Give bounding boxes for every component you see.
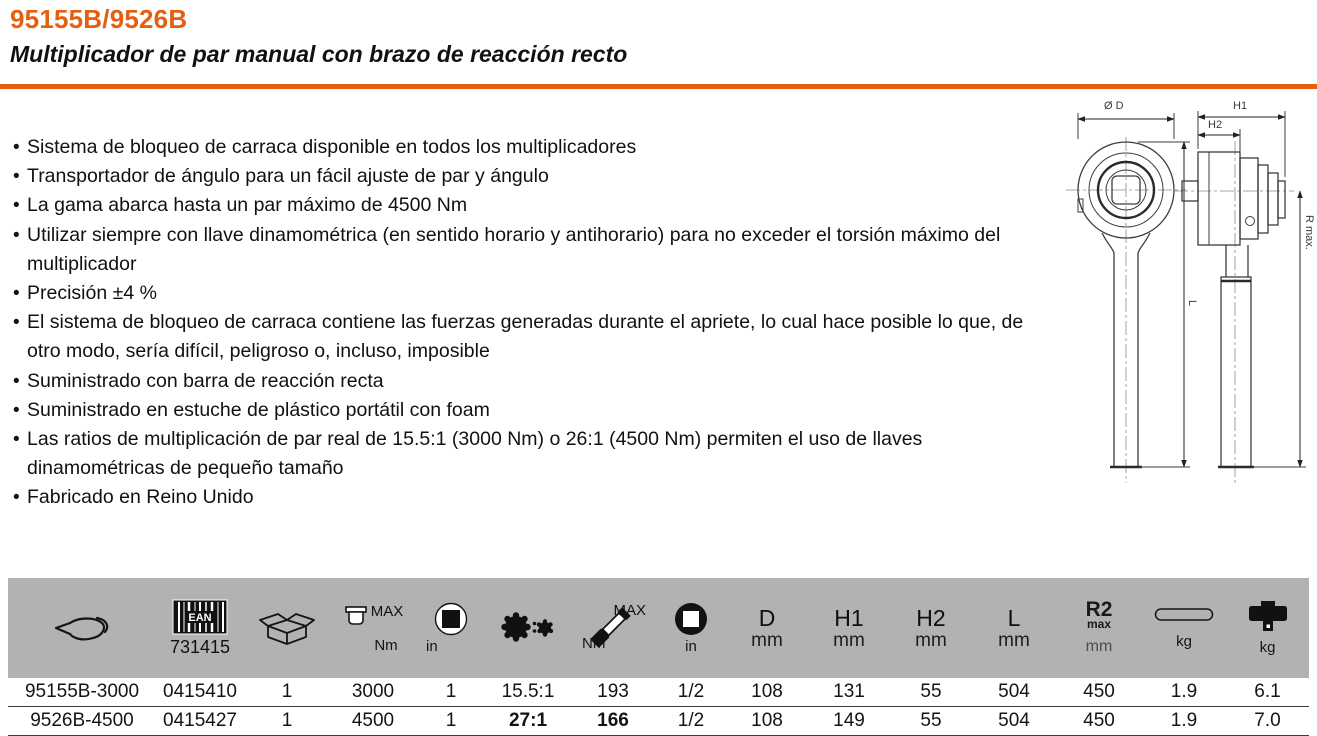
cell-max-output-torque: 3000 bbox=[351, 681, 395, 702]
cell-output-drive: 1 bbox=[445, 681, 457, 702]
cell-h2: 55 bbox=[920, 681, 942, 702]
mm-unit-label: mm bbox=[1085, 637, 1113, 655]
mm-unit-label: mm bbox=[998, 629, 1030, 651]
col-output-drive bbox=[416, 578, 486, 678]
ean-label: EAN bbox=[188, 611, 212, 624]
col-ratio bbox=[486, 578, 570, 678]
cell-bar-weight: 1.9 bbox=[1170, 710, 1198, 731]
col-max-output-torque bbox=[330, 578, 416, 678]
box-icon bbox=[258, 606, 316, 650]
cell-input-drive: 1/2 bbox=[677, 681, 705, 702]
in-unit-label: in bbox=[685, 637, 697, 655]
page-subtitle: Multiplicador de par manual con brazo de reacción recto bbox=[10, 41, 628, 67]
feature-item: • Suministrado en estuche de plástico portátil con foam bbox=[10, 396, 1025, 425]
cell-h2: 55 bbox=[920, 710, 942, 731]
cell-r2-max: 450 bbox=[1083, 681, 1115, 702]
col-l bbox=[972, 578, 1056, 678]
mm-unit-label: mm bbox=[751, 629, 783, 651]
cell-package-qty: 1 bbox=[281, 681, 293, 702]
feature-item: • El sistema de bloqueo de carraca contiene las fuerzas generadas durante el apriete, lo cual hace posible lo que, de otro modo, sería difícil, peligroso o, incluso, imposible bbox=[10, 308, 1025, 366]
spec-table bbox=[8, 578, 1309, 736]
nm-unit-label: Nm bbox=[374, 636, 398, 654]
nm-unit-label: Nm bbox=[582, 635, 606, 652]
mm-unit-label: mm bbox=[915, 629, 947, 651]
cell-max-output-torque: 4500 bbox=[351, 710, 395, 731]
feature-item: • Fabricado en Reino Unido bbox=[10, 483, 1025, 512]
spec-table-header bbox=[8, 578, 1309, 678]
cell-ratio: 27:1 bbox=[508, 710, 548, 731]
bahco-fish-icon bbox=[49, 611, 115, 645]
ratchet-head-icon bbox=[1246, 601, 1290, 633]
col-bar-weight bbox=[1142, 578, 1226, 678]
r2-max-label: max bbox=[1086, 616, 1112, 631]
feature-item: • Precisión ±4 % bbox=[10, 279, 1025, 308]
reaction-bar-icon bbox=[1154, 607, 1214, 623]
col-d bbox=[726, 578, 808, 678]
col-ean bbox=[156, 578, 244, 678]
cell-input-drive: 1/2 bbox=[677, 710, 705, 731]
max-label: MAX bbox=[613, 602, 646, 619]
cell-model: 9526B-4500 bbox=[30, 710, 134, 731]
dim-label-r-max: R max. bbox=[1303, 215, 1315, 250]
dim-label-h2: H2 bbox=[1208, 119, 1223, 131]
cell-d: 108 bbox=[751, 710, 783, 731]
gear-ratio-icon bbox=[500, 610, 556, 646]
cell-bar-weight: 1.9 bbox=[1170, 681, 1198, 702]
cell-weight: 7.0 bbox=[1254, 710, 1281, 731]
cell-l: 504 bbox=[998, 681, 1030, 702]
cell-model: 95155B-3000 bbox=[24, 681, 140, 702]
table-row bbox=[8, 707, 1309, 736]
cell-package-qty: 1 bbox=[281, 710, 293, 731]
col-max-input-torque bbox=[570, 578, 656, 678]
cell-ean: 0415427 bbox=[163, 710, 237, 731]
cell-ean: 0415410 bbox=[163, 681, 237, 702]
cell-weight: 6.1 bbox=[1254, 681, 1281, 702]
col-weight bbox=[1226, 578, 1309, 678]
kg-unit-label: kg bbox=[1176, 632, 1192, 650]
mm-unit-label: mm bbox=[833, 629, 865, 651]
cell-max-input-torque: 166 bbox=[597, 710, 629, 731]
cell-h1: 131 bbox=[833, 681, 865, 702]
ean-prefix: 731415 bbox=[169, 636, 231, 657]
cell-h1: 149 bbox=[833, 710, 865, 731]
in-unit-label: in bbox=[426, 637, 438, 655]
col-input-drive bbox=[656, 578, 726, 678]
l-label: L bbox=[1007, 604, 1021, 631]
dim-label-h1: H1 bbox=[1233, 100, 1248, 112]
cell-r2-max: 450 bbox=[1083, 710, 1115, 731]
feature-item: • Suministrado con barra de reacción recta bbox=[10, 367, 1025, 396]
col-h1 bbox=[808, 578, 890, 678]
bolt-head-icon bbox=[343, 603, 369, 629]
dim-label-diameter-d: Ø D bbox=[1104, 100, 1124, 112]
page-title: 95155B/9526B bbox=[10, 4, 188, 34]
col-h2 bbox=[890, 578, 972, 678]
feature-list bbox=[10, 133, 1025, 513]
col-model bbox=[8, 578, 156, 678]
h2-label: H2 bbox=[916, 604, 946, 631]
square-drive-input-icon bbox=[672, 602, 710, 638]
d-label: D bbox=[758, 604, 776, 631]
feature-item: • Sistema de bloqueo de carraca disponible en todos los multiplicadores bbox=[10, 133, 1025, 162]
max-label: MAX bbox=[370, 602, 404, 620]
r2-label: R2 bbox=[1085, 597, 1113, 621]
cell-l: 504 bbox=[998, 710, 1030, 731]
col-package-qty bbox=[244, 578, 330, 678]
feature-item: • La gama abarca hasta un par máximo de 4500 Nm bbox=[10, 191, 1025, 220]
feature-item: • Utilizar siempre con llave dinamométrica (en sentido horario y antihorario) para no exceder el torsión máximo del multiplicador bbox=[10, 221, 1025, 279]
square-drive-output-icon bbox=[432, 602, 470, 638]
dim-label-l: L bbox=[1186, 300, 1198, 307]
cell-output-drive: 1 bbox=[445, 710, 457, 731]
cell-d: 108 bbox=[751, 681, 783, 702]
feature-item: • Transportador de ángulo para un fácil ajuste de par y ángulo bbox=[10, 162, 1025, 191]
ean-barcode-icon bbox=[172, 599, 228, 635]
page-header bbox=[10, 4, 627, 68]
cell-ratio: 15.5:1 bbox=[501, 681, 555, 702]
h1-label: H1 bbox=[834, 604, 864, 631]
col-r2-max bbox=[1056, 578, 1142, 678]
technical-drawing bbox=[1038, 95, 1317, 495]
feature-item: • Las ratios de multiplicación de par real de 15.5:1 (3000 Nm) o 26:1 (4500 Nm) permiten el uso de llaves dinamométricas de pequeño tamaño bbox=[10, 425, 1025, 483]
cell-max-input-torque: 193 bbox=[597, 681, 629, 702]
accent-divider bbox=[0, 84, 1317, 89]
table-row bbox=[8, 678, 1309, 707]
kg-unit-label: kg bbox=[1259, 638, 1276, 656]
